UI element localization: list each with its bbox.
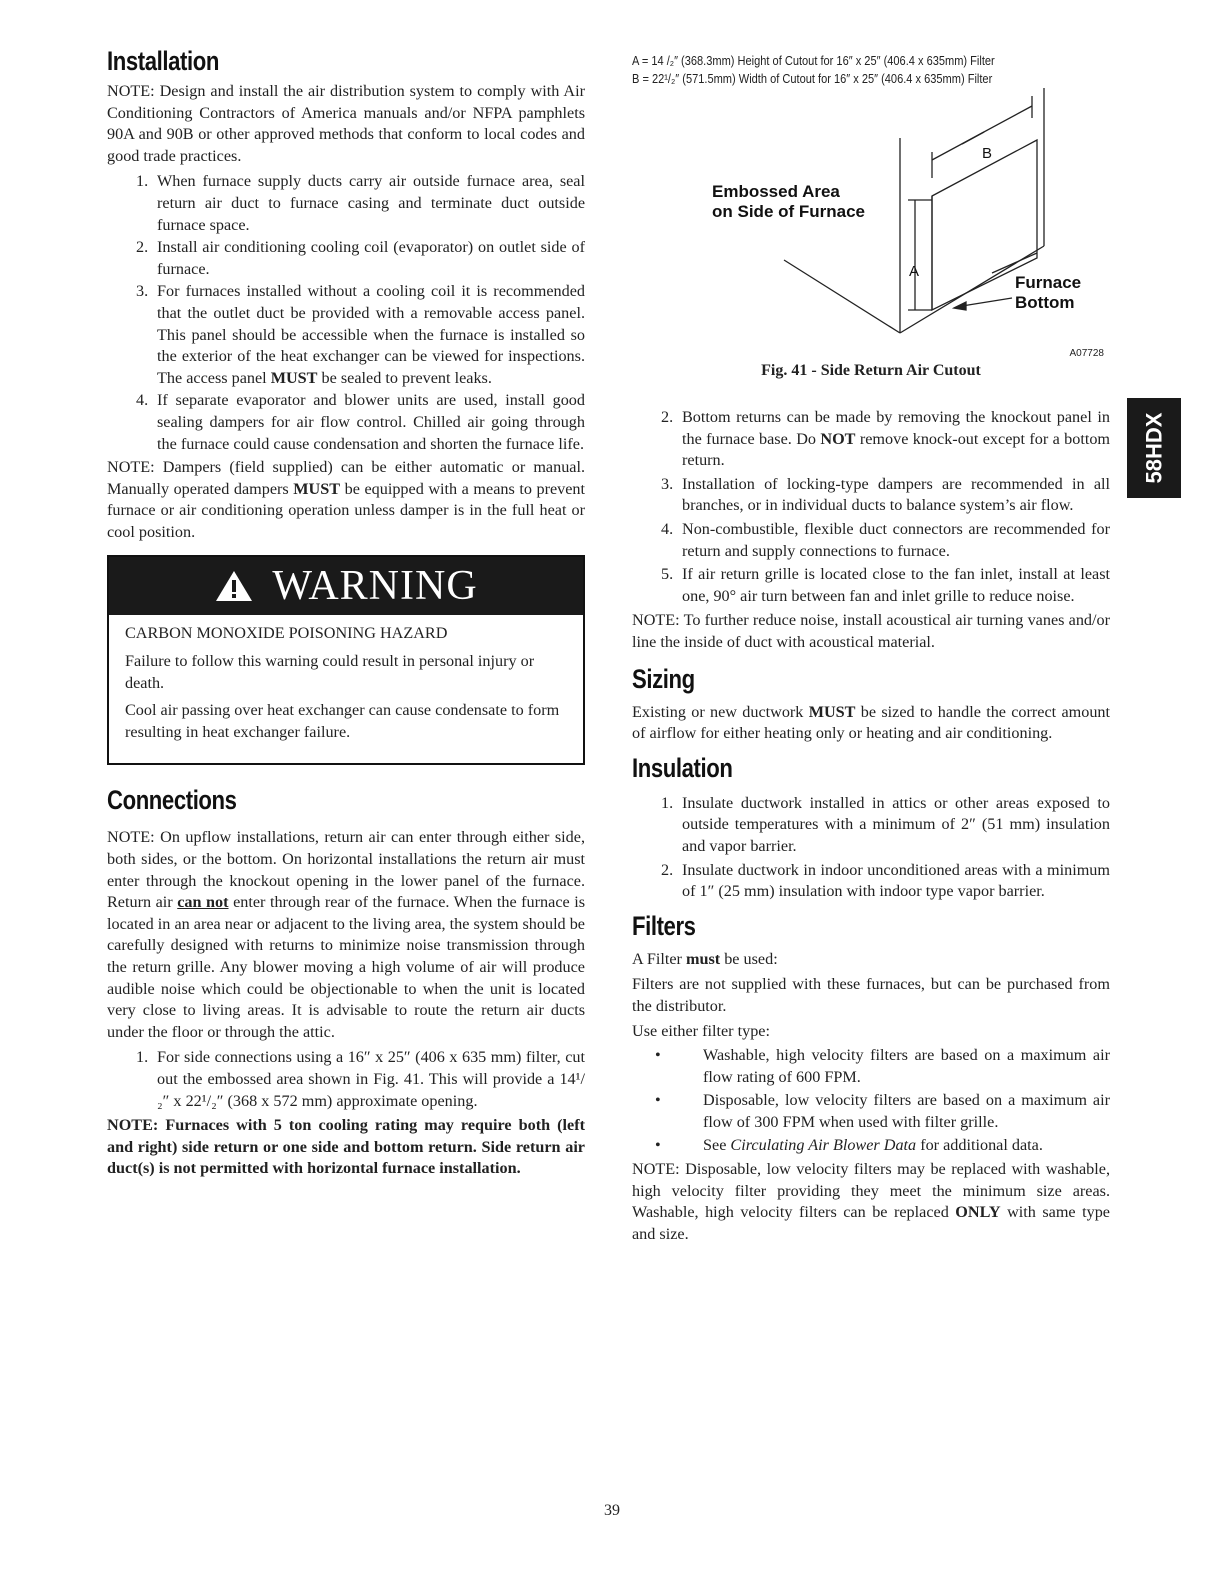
warning-title: WARNING <box>272 563 478 610</box>
installation-list <box>107 171 585 455</box>
list-item: • Disposable, low velocity filters are based on a maximum air flow of 300 FPM when used with filter grille. <box>655 1091 1110 1131</box>
noise-note: NOTE: To further reduce noise, install acoustical air turning vanes and/or line the inside of duct with acoustical material. <box>632 611 1110 651</box>
label-a: A <box>909 263 920 280</box>
list-item: 2. Bottom returns can be made by removing the knockout panel in the furnace base. Do NOT remove knock-out except for a bottom return. <box>661 408 1111 470</box>
bold-note: NOTE: Furnaces with 5 ton cooling rating may require both (left and right) side return or one side and bottom return. Side return air duct(s) is not permitted with horizontal furnace installation. <box>107 1116 585 1178</box>
list-item: 1. For side connections using a 16″ x 25″ (406 x 635 mm) filter, cut out the embossed area shown in Fig. 41. This will provide a 14¹/₂″ x 22¹/₂″ (368 x 572 mm) approximate opening. <box>136 1048 585 1110</box>
page-number: 39 <box>604 1502 620 1519</box>
filter-types <box>632 1045 1110 1157</box>
left-column <box>107 44 585 1180</box>
insulation-list <box>632 793 1110 903</box>
list-item: 3. Installation of locking-type dampers are recommended in all branches, or in individual ducts to balance system’s air flow. <box>661 474 1110 515</box>
connections-heading: Connections <box>107 785 237 816</box>
connections-note: NOTE: On upflow installations, return air can enter through either side, both sides, or the bottom. On horizontal installations the return air must enter through the knockout opening in the lower panel of the furnace. Return air can not enter through rear of the furnace. When the furnace is located in an area near or adjacent to the living area, the system should be carefully designed with returns to minimize noise transmission through the return grille. Any blower moving a high volume of air will produce audible noise which could be objectionable to when the unit is located very close to living areas. It is advisable to route the return air ducts under the floor or through the attic. <box>107 828 586 1041</box>
furnace-label-2: Bottom <box>1015 293 1075 312</box>
installation-note: NOTE: Design and install the air distribution system to comply with Air Conditioning Contractors of America manuals and/or NFPA pamphlets 90A and 90B or other approved methods that conform to local codes and good trade practices. <box>107 82 585 165</box>
embossed-label-2: on Side of Furnace <box>712 202 866 221</box>
filters-heading: Filters <box>632 910 696 941</box>
list-item: 3. For furnaces installed without a cooling coil it is recommended that the outlet duct be provided with a removable access panel. This panel should be accessible when the furnace is installed so the exterior of the heat exchanger can be viewed for inspections. The access panel MUST be sealed to prevent leaks. <box>136 282 585 387</box>
list-item: • See Circulating Air Blower Data for additional data. <box>655 1136 1043 1155</box>
figure-code: A07728 <box>1069 348 1104 359</box>
embossed-label-1: Embossed Area <box>712 182 840 201</box>
warning-header <box>109 557 583 615</box>
model-side-tab: 58HDX <box>1127 398 1181 498</box>
warning-text-2: Cool air passing over heat exchanger can cause condensate to form resulting in heat exchanger failure. <box>125 701 560 741</box>
warning-text-1: Failure to follow this warning could result in personal injury or death. <box>125 652 535 692</box>
figure-41 <box>632 48 1110 393</box>
list-item: 5. If air return grille is located close to the fan inlet, install at least one, 90° air turn between fan and inlet grille to reduce noise. <box>661 565 1110 605</box>
right-column <box>632 48 1110 1245</box>
warning-hazard: CARBON MONOXIDE POISONING HAZARD <box>125 624 448 643</box>
filters-p1: A Filter must be used: <box>632 949 778 968</box>
list-item: 4. If separate evaporator and blower units are used, install good sealing dampers for air flow control. Chilled air going through the furnace could cause condensation and shorten the furnace life. <box>136 391 585 453</box>
list-item: • Washable, high velocity filters are based on a maximum air flow rating of 600 FPM. <box>655 1046 1110 1086</box>
side-return-diagram <box>632 48 1110 348</box>
insulation-heading: Insulation <box>632 752 733 783</box>
furnace-label-1: Furnace <box>1015 273 1082 292</box>
list-item: 2. Insulate ductwork in indoor unconditioned areas with a minimum of 1″ (25 mm) insulation with indoor type vapor barrier. <box>661 860 1110 901</box>
sizing-heading: Sizing <box>632 663 695 694</box>
label-b: B <box>982 145 993 162</box>
list-item: 2. Install air conditioning cooling coil (evaporator) on outlet side of furnace. <box>136 238 585 278</box>
list-item: 1. Insulate ductwork installed in attics or other areas exposed to outside temperatures with a minimum of 2″ (51 mm) insulation and vapor barrier. <box>661 793 1110 855</box>
list-item: 1. When furnace supply ducts carry air outside furnace area, seal return air duct to furnace casing and terminate duct outside furnace space. <box>136 172 585 234</box>
return-list <box>632 407 1110 607</box>
sizing-text: Existing or new ductwork MUST be sized to handle the correct amount of airflow for either heating only or heating and air conditioning. <box>632 702 1111 743</box>
filters-p3: Use either filter type: <box>632 1022 770 1041</box>
warning-box <box>107 555 585 765</box>
dampers-note: NOTE: Dampers (field supplied) can be either automatic or manual. Manually operated dampers MUST be equipped with a means to prevent furnace or air conditioning operation unless damper is in the full heat or cool position. <box>107 458 586 541</box>
warning-triangle-icon <box>214 569 254 603</box>
filters-p2: Filters are not supplied with these furnaces, but can be purchased from the distributor. <box>632 975 1110 1015</box>
installation-heading: Installation <box>107 46 219 76</box>
figure-caption: Fig. 41 - Side Return Air Cutout <box>761 362 981 379</box>
connections-list <box>107 1047 585 1112</box>
list-item: 4. Non-combustible, flexible duct connectors are recommended for return and supply connections to furnace. <box>661 519 1110 560</box>
filters-note: NOTE: Disposable, low velocity filters may be replaced with washable, high velocity filter providing they meet the minimum size areas. Washable, high velocity filters can be replaced ONLY with same type and size. <box>632 1160 1111 1243</box>
figure-dimensions: A = 14 /₂″ (368.3mm) Height of Cutout for 16″ x 25″ (406.4 x 635mm) Filter B = 22¹/₂″ (571.5mm) Width of Cutout for 16″ x 25″ (406.4 x 635mm) Filter <box>632 53 995 86</box>
